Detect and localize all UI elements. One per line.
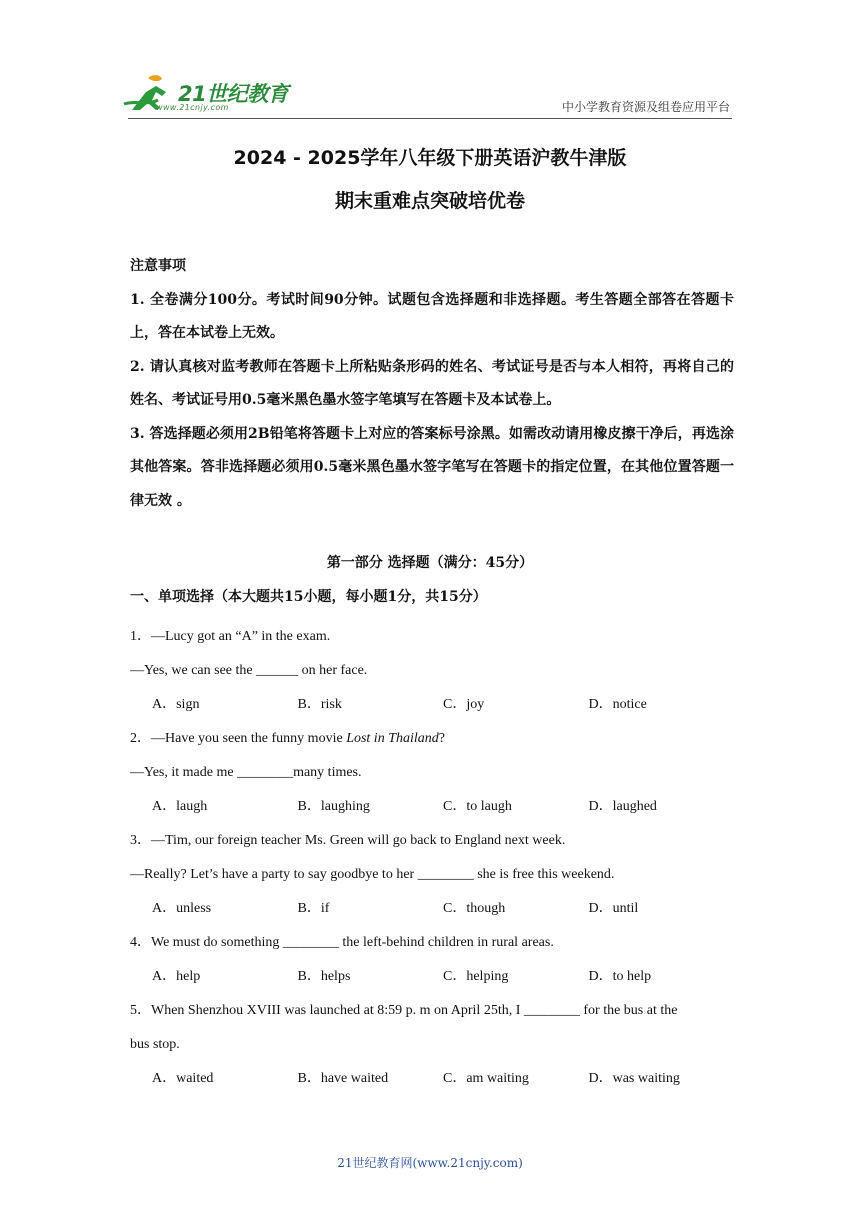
option-c[interactable]: C．to laugh xyxy=(443,799,512,814)
notes-heading: 注意事项 xyxy=(130,258,186,274)
question-options xyxy=(130,688,734,722)
footer-link[interactable]: 21世纪教育网(www.21cnjy.com) xyxy=(337,1156,523,1170)
question-text: 2．—Have you seen the funny movie xyxy=(130,731,347,746)
question-options xyxy=(130,960,734,994)
question-stem: —Yes, we can see the ______ on her face. xyxy=(130,663,368,678)
option-a[interactable]: A．waited xyxy=(152,1071,214,1086)
option-d[interactable]: D．notice xyxy=(588,697,647,712)
note-item: 1. 全卷满分100分。考试时间90分钟。试题包含选择题和非选择题。考生答题全部答在答题卡上，答在本试卷上无效。 xyxy=(130,291,734,341)
option-a[interactable]: A．unless xyxy=(152,901,212,916)
option-b[interactable]: B．risk xyxy=(297,697,342,712)
logo-url: www.21cnjy.com xyxy=(156,103,229,112)
question-options xyxy=(130,892,734,926)
option-a[interactable]: A．laugh xyxy=(152,799,208,814)
question-stem: 5．When Shenzhou XVIII was launched at 8:59 p. m on April 25th, I ________ for the bus at the xyxy=(130,1003,678,1018)
page-title: 2024 - 2025学年八年级下册英语沪教牛津版 xyxy=(233,147,627,169)
option-c[interactable]: C．though xyxy=(443,901,506,916)
logo-text: 21世纪教育 xyxy=(178,82,289,106)
section-heading: 一、单项选择（本大题共15小题，每小题1分，共15分） xyxy=(130,589,487,605)
option-d[interactable]: D．laughed xyxy=(588,799,657,814)
option-d[interactable]: D．to help xyxy=(588,969,652,984)
question-options xyxy=(130,790,734,824)
option-c[interactable]: C．am waiting xyxy=(443,1071,529,1086)
option-d[interactable]: D．until xyxy=(588,901,639,916)
option-c[interactable]: C．joy xyxy=(443,697,485,712)
notes-section xyxy=(130,250,734,518)
header-platform-text: 中小学教育资源及组卷应用平台 xyxy=(561,100,730,114)
question-options xyxy=(130,1062,734,1096)
option-c[interactable]: C．helping xyxy=(443,969,509,984)
question-stem: bus stop. xyxy=(130,1037,180,1052)
question-list xyxy=(130,620,734,1096)
option-b[interactable]: B．helps xyxy=(297,969,351,984)
note-item: 2. 请认真核对监考教师在答题卡上所粘贴条形码的姓名、考试证号是否与本人相符，再将自己的姓名、考试证号用0.5毫米黑色墨水签字笔填写在答题卡及本试卷上。 xyxy=(130,358,734,408)
question-stem: —Yes, it made me ________many times. xyxy=(130,765,362,780)
page-subtitle: 期末重难点突破培优卷 xyxy=(334,190,525,212)
option-d[interactable]: D．was waiting xyxy=(588,1071,680,1086)
question-stem: 3．—Tim, our foreign teacher Ms. Green will go back to England next week. xyxy=(130,833,566,848)
header-divider xyxy=(128,118,732,119)
part-heading: 第一部分 选择题（满分：45分） xyxy=(326,555,534,571)
note-item: 3. 答选择题必须用2B铅笔将答题卡上对应的答案标号涂黑。如需改动请用橡皮擦干净后，再选涂其他答案。答非选择题必须用0.5毫米黑色墨水签字笔写在答题卡的指定位置，在其他位置答题一律无效 。 xyxy=(130,425,734,509)
question-stem: —Really? Let’s have a party to say goodbye to her ________ she is free this weekend. xyxy=(130,867,615,882)
question-mark: ? xyxy=(438,731,445,746)
question-stem xyxy=(130,722,734,756)
option-a[interactable]: A．help xyxy=(152,969,201,984)
option-b[interactable]: B．laughing xyxy=(297,799,370,814)
option-a[interactable]: A．sign xyxy=(152,697,200,712)
movie-title: Lost in Thailand xyxy=(346,731,439,746)
question-stem: 4．We must do something ________ the left-behind children in rural areas. xyxy=(130,935,554,950)
question-stem: 1．—Lucy got an “A” in the exam. xyxy=(130,629,331,644)
option-b[interactable]: B．if xyxy=(297,901,330,916)
option-b[interactable]: B．have waited xyxy=(297,1071,389,1086)
